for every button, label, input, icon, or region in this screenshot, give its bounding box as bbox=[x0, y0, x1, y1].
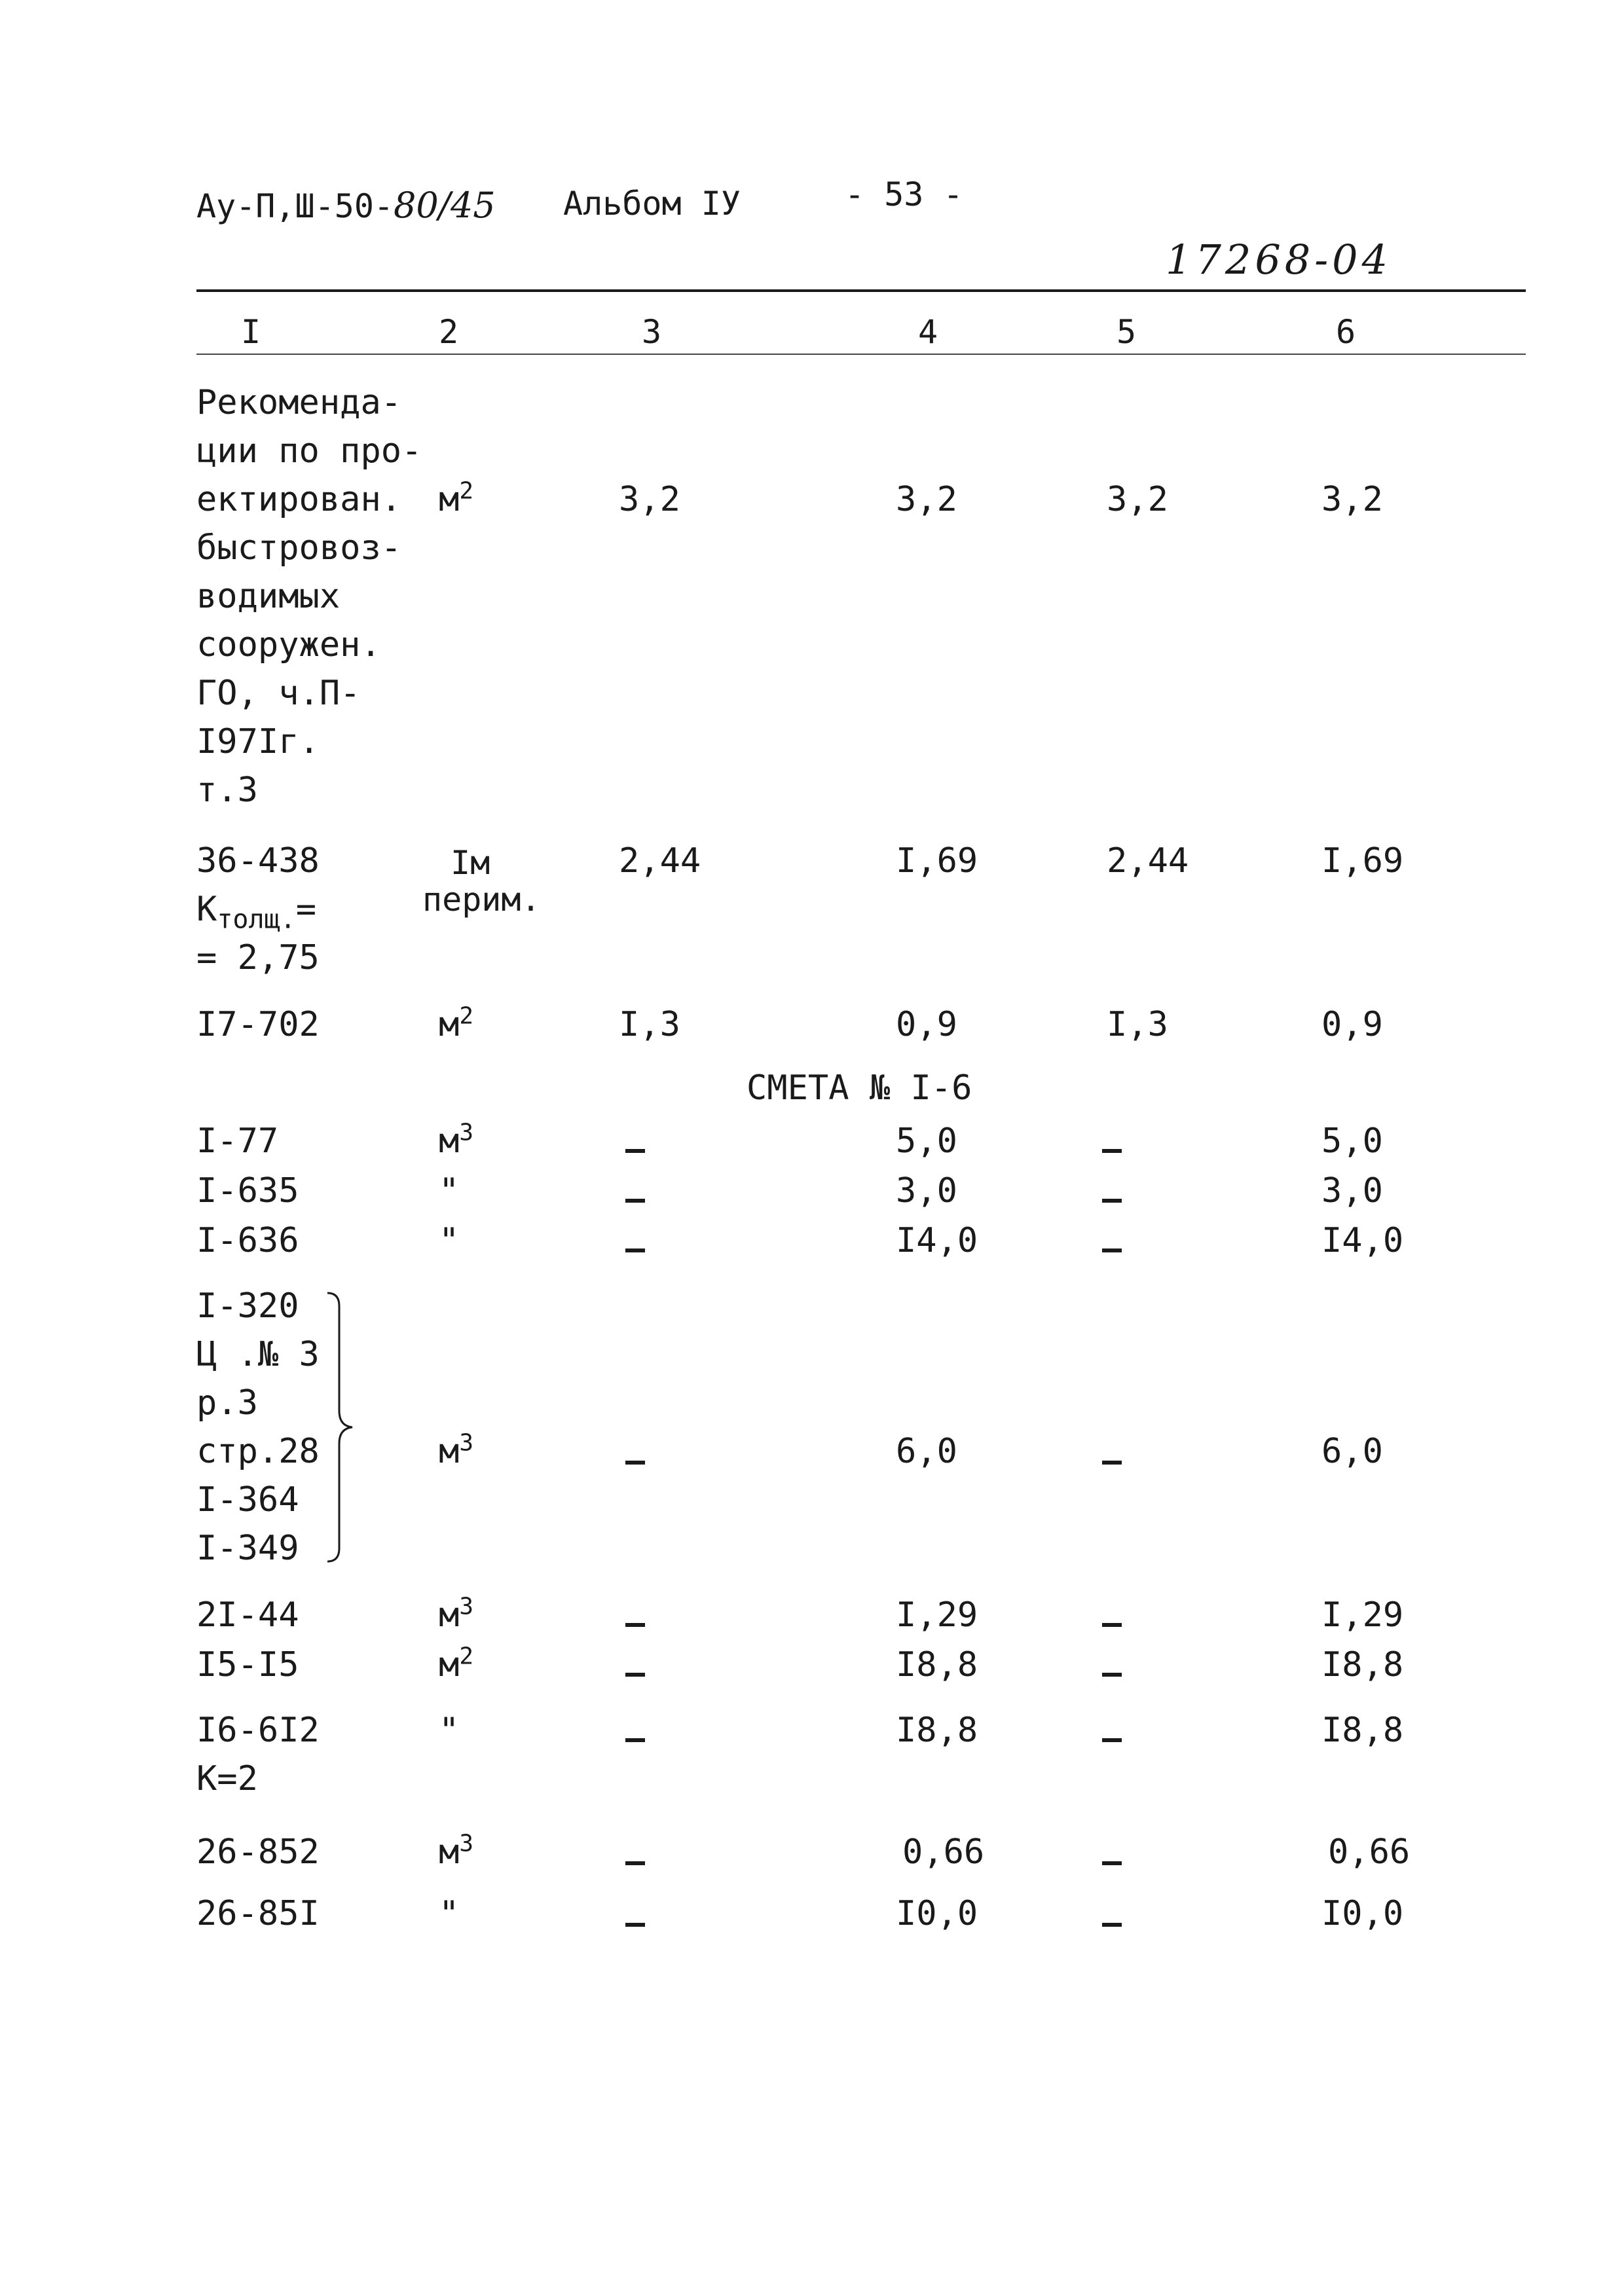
dash-mark bbox=[625, 1861, 645, 1865]
unit-line: Iм bbox=[451, 844, 490, 882]
tail-row-5-col-5-dash bbox=[1102, 1917, 1122, 1929]
group-row-col-3-dash bbox=[625, 1455, 645, 1467]
smeta-row-2-col-4: 3,0 bbox=[896, 1171, 957, 1211]
unit-exponent: 3 bbox=[459, 1119, 473, 1146]
row-1-unit bbox=[439, 475, 473, 524]
smeta-row-1-col-4: 5,0 bbox=[896, 1121, 957, 1161]
row-3-col-6: 0,9 bbox=[1321, 1005, 1383, 1044]
tail-row-3-col-4: I8,8 bbox=[896, 1711, 978, 1750]
text-line: I-320 bbox=[196, 1286, 299, 1326]
unit-exponent: 3 bbox=[459, 1830, 473, 1857]
coefficient-subscript: толщ. bbox=[217, 904, 296, 935]
curly-brace bbox=[321, 1290, 360, 1565]
text-line: I6-6I2 bbox=[196, 1711, 320, 1750]
tail-row-1-unit bbox=[439, 1591, 473, 1639]
header-bottom-rule bbox=[196, 354, 1526, 355]
smeta-row-3-unit: " bbox=[439, 1221, 460, 1260]
dash-mark bbox=[625, 1673, 645, 1677]
text-line: сооружен. bbox=[196, 625, 381, 665]
dash-mark bbox=[625, 1923, 645, 1927]
smeta-row-1-unit bbox=[439, 1117, 473, 1165]
page-number: - 53 - bbox=[845, 175, 963, 213]
dash-mark bbox=[625, 1199, 645, 1203]
text-line: I-349 bbox=[196, 1529, 299, 1568]
tail-row-3-col-5-dash bbox=[1102, 1732, 1122, 1745]
row-3-col-1: I7-702 bbox=[196, 1005, 320, 1044]
dash-mark bbox=[1102, 1738, 1122, 1742]
tail-row-4-col-1: 26-852 bbox=[196, 1832, 320, 1872]
row-1-col-6: 3,2 bbox=[1321, 480, 1383, 519]
row-1-col-5: 3,2 bbox=[1107, 480, 1168, 519]
row-1-col-3: 3,2 bbox=[619, 480, 680, 519]
text-line: стр.28 bbox=[196, 1432, 320, 1471]
smeta-row-3-col-1: I-636 bbox=[196, 1221, 299, 1260]
tail-row-4-col-4: 0,66 bbox=[902, 1832, 985, 1872]
text-line: р.3 bbox=[196, 1383, 258, 1423]
row-3-unit bbox=[439, 1000, 473, 1049]
text-line: I97Iг. bbox=[196, 722, 320, 761]
column-header-6: 6 bbox=[1336, 313, 1356, 351]
smeta-row-2-col-3-dash bbox=[625, 1193, 645, 1205]
text-line: водимых bbox=[196, 577, 341, 616]
unit-base: м bbox=[439, 1832, 460, 1872]
header-top-rule bbox=[196, 289, 1526, 292]
dash-mark bbox=[1102, 1623, 1122, 1627]
dash-mark bbox=[625, 1248, 645, 1252]
unit-exponent: 2 bbox=[459, 1002, 473, 1030]
unit-base: м bbox=[439, 480, 460, 519]
dash-mark bbox=[1102, 1199, 1122, 1203]
tail-row-5-col-6: I0,0 bbox=[1321, 1894, 1404, 1933]
unit-exponent: 3 bbox=[459, 1593, 473, 1620]
tail-row-3-col-1 bbox=[196, 1706, 320, 1803]
dash-mark bbox=[625, 1461, 645, 1465]
unit-base: м bbox=[439, 1121, 460, 1161]
document-reference-handwritten: 80/45 bbox=[394, 185, 496, 226]
dash-mark bbox=[1102, 1923, 1122, 1927]
group-row-col-6: 6,0 bbox=[1321, 1432, 1383, 1471]
unit-base: м bbox=[439, 1645, 460, 1685]
smeta-row-3-col-3-dash bbox=[625, 1243, 645, 1255]
text-line: ектирован. bbox=[196, 480, 402, 519]
dash-mark bbox=[1102, 1861, 1122, 1865]
tail-row-1-col-5-dash bbox=[1102, 1617, 1122, 1630]
smeta-row-3-col-4: I4,0 bbox=[896, 1221, 978, 1260]
document-reference bbox=[196, 185, 496, 226]
dash-mark bbox=[1102, 1673, 1122, 1677]
row-1-col-1 bbox=[196, 378, 422, 814]
group-row-col-5-dash bbox=[1102, 1455, 1122, 1467]
dash-mark bbox=[1102, 1248, 1122, 1252]
smeta-row-3-col-5-dash bbox=[1102, 1243, 1122, 1255]
tail-row-4-col-3-dash bbox=[625, 1855, 645, 1868]
column-header-3: 3 bbox=[642, 313, 662, 351]
tail-row-1-col-4: I,29 bbox=[896, 1595, 978, 1635]
unit-exponent: 2 bbox=[459, 477, 473, 505]
column-header-1: I bbox=[241, 313, 261, 351]
text-line: быстровоз- bbox=[196, 528, 402, 568]
tail-row-1-col-3-dash bbox=[625, 1617, 645, 1630]
smeta-row-1-col-5-dash bbox=[1102, 1143, 1122, 1156]
tail-row-2-col-4: I8,8 bbox=[896, 1645, 978, 1685]
row-1-col-4: 3,2 bbox=[896, 480, 957, 519]
tail-row-5-col-3-dash bbox=[625, 1917, 645, 1929]
tail-row-2-col-5-dash bbox=[1102, 1667, 1122, 1679]
group-row-col-4: 6,0 bbox=[896, 1432, 957, 1471]
smeta-row-2-col-1: I-635 bbox=[196, 1171, 299, 1211]
text-line: ции по про- bbox=[196, 431, 422, 471]
unit-base: м bbox=[439, 1432, 460, 1471]
group-row-unit bbox=[439, 1427, 473, 1476]
column-header-5: 5 bbox=[1116, 313, 1137, 351]
smeta-row-3-col-6: I4,0 bbox=[1321, 1221, 1404, 1260]
dash-mark bbox=[1102, 1461, 1122, 1465]
column-header-4: 4 bbox=[918, 313, 938, 351]
smeta-row-2-col-6: 3,0 bbox=[1321, 1171, 1383, 1211]
document-reference-main: Ау-П,Ш-50- bbox=[196, 187, 394, 225]
smeta-row-2-col-5-dash bbox=[1102, 1193, 1122, 1205]
row-3-col-5: I,3 bbox=[1107, 1005, 1168, 1044]
coefficient-line bbox=[196, 885, 320, 934]
row-2-unit bbox=[422, 844, 541, 919]
group-row-col-1 bbox=[196, 1282, 320, 1573]
tail-row-3-col-3-dash bbox=[625, 1732, 645, 1745]
row-3-col-4: 0,9 bbox=[896, 1005, 957, 1044]
column-header-2: 2 bbox=[439, 313, 459, 351]
coefficient-value: = 2,75 bbox=[196, 938, 320, 977]
tail-row-2-col-1: I5-I5 bbox=[196, 1645, 299, 1685]
unit-base: м bbox=[439, 1005, 460, 1044]
unit-line: перим. bbox=[422, 881, 541, 919]
tail-row-4-unit bbox=[439, 1828, 473, 1876]
tail-row-5-col-1: 26-85I bbox=[196, 1894, 320, 1933]
text-line: К=2 bbox=[196, 1759, 258, 1798]
tail-row-3-unit: " bbox=[439, 1711, 460, 1750]
text-line: Рекоменда- bbox=[196, 383, 402, 422]
smeta-row-1-col-3-dash bbox=[625, 1143, 645, 1156]
unit-base: м bbox=[439, 1595, 460, 1635]
tail-row-2-col-6: I8,8 bbox=[1321, 1645, 1404, 1685]
row-2-col-3: 2,44 bbox=[619, 841, 701, 881]
album-label: Альбом IУ bbox=[563, 185, 741, 223]
tail-row-3-col-6: I8,8 bbox=[1321, 1711, 1404, 1750]
row-2-col-6: I,69 bbox=[1321, 841, 1404, 881]
row-2-col-4: I,69 bbox=[896, 841, 978, 881]
dash-mark bbox=[625, 1623, 645, 1627]
stamp-number: 17268-04 bbox=[1166, 236, 1392, 283]
row-2-col-5: 2,44 bbox=[1107, 841, 1189, 881]
smeta-row-2-unit: " bbox=[439, 1171, 460, 1211]
unit-exponent: 2 bbox=[459, 1643, 473, 1670]
text-line: I-364 bbox=[196, 1480, 299, 1520]
dash-mark bbox=[625, 1738, 645, 1742]
section-title: СМЕТА № I-6 bbox=[747, 1068, 972, 1108]
dash-mark bbox=[1102, 1149, 1122, 1153]
coefficient-symbol: К bbox=[196, 890, 217, 929]
tail-row-5-unit: " bbox=[439, 1894, 460, 1933]
tail-row-4-col-6: 0,66 bbox=[1328, 1832, 1411, 1872]
text-line: 36-438 bbox=[196, 841, 320, 881]
tail-row-4-col-5-dash bbox=[1102, 1855, 1122, 1868]
unit-exponent: 3 bbox=[459, 1429, 473, 1457]
coefficient-equals: = bbox=[295, 890, 317, 929]
text-line: ГО, ч.П- bbox=[196, 674, 361, 713]
tail-row-1-col-1: 2I-44 bbox=[196, 1595, 299, 1635]
row-2-col-1 bbox=[196, 837, 320, 982]
tail-row-2-unit bbox=[439, 1641, 473, 1689]
row-3-col-3: I,3 bbox=[619, 1005, 680, 1044]
tail-row-2-col-3-dash bbox=[625, 1667, 645, 1679]
text-line: Ц .№ 3 bbox=[196, 1335, 320, 1374]
text-line: т.3 bbox=[196, 771, 258, 810]
smeta-row-1-col-1: I-77 bbox=[196, 1121, 279, 1161]
tail-row-1-col-6: I,29 bbox=[1321, 1595, 1404, 1635]
dash-mark bbox=[625, 1149, 645, 1153]
tail-row-5-col-4: I0,0 bbox=[896, 1894, 978, 1933]
smeta-row-1-col-6: 5,0 bbox=[1321, 1121, 1383, 1161]
